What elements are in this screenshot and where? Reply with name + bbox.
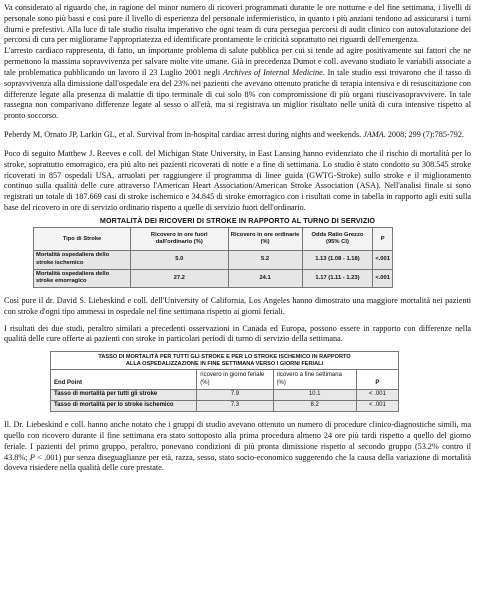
- table-row: [34, 269, 393, 287]
- table-row: [34, 251, 393, 269]
- paragraph-6: Il. Dr. Liebeskind e coll. hanno anche notato che i gruppi di studio avevano ottenuto un numero di procedure clinico-diagnostiche simili, ma quello con ricovero durante il fine settimana era stato sottoposto alla prima procedura almeno 24 ore più tardi rispetto a quello del giorno feriale. I pazienti del primo gruppo, peraltro, ponevano condizioni di più pronta dimissione rispetto al secondo gruppo (53.2% contro il 43.8%; P < .001) pur senza diseguaglianze per età, razza, sesso, stato socio-economico suggerendo che la causa della variazione di mortalità doveva risiedere nella qualità delle cure prestate.: [4, 420, 471, 473]
- table1-caption: MORTALITÀ DEI RICOVERI DI STROKE IN RAPPORTO AL TURNO DI SERVIZIO: [99, 215, 376, 225]
- table2-header: End Point: [51, 370, 197, 390]
- table1-header: Ricovero in ore ordinarie (%): [228, 228, 302, 251]
- table2-header: ricovero a fine settimana (%): [273, 370, 356, 390]
- table-cell: <.001: [373, 251, 393, 269]
- p-symbol: P: [29, 452, 35, 462]
- reference-citation: Peberdy M, Ornato JP, Larkin GL, et al. Survival from in-hospital cardiac arrest during nights and weekends. JAMA. 2008; 299 (7):785-792.: [4, 130, 465, 140]
- table-cell: 27.2: [131, 269, 229, 287]
- table-row: [51, 401, 398, 411]
- paragraph-2: L'arresto cardiaco rappresenta, di fatto, un importante problema di salute pubblica per cui si tende ad agire positivamente sui fattori che ne permettono la massima sopravvivenza per salvare molte vite umane. Già in precedenza Dumot e coll. avevano studiato le variabili associate a tale problematica pubblicando un lavoro il 23 Luglio 2001 negli Archives of Internal Medicine. In tale studio essi trovarono che il tasso di sopravvivenza alla dimissione dall'ospedale era del 23% nei pazienti che avevano ottenuto pratiche di terapia intensiva e di resuscitazione con differenze legate alla presenza di malattie di tipo terminale di cui solo 8% con compromissione di più organi riuscivasopravvivere. In tale rassegna non comparivano differenze legate al sesso o all'età, ma si registrava un miglior risultato nelle unità di cura intensive rispetto al pronto soccorso.: [4, 46, 472, 121]
- table-cell: <.001: [373, 269, 393, 287]
- table1-header: Odds Ratio Grezzo (95% CI): [302, 228, 373, 251]
- table2-header: ricovero in giorno feriale (%): [197, 370, 273, 390]
- table-cell: 1.17 (1.11 - 1.23): [302, 269, 373, 287]
- table1-header: Tipo di Stroke: [34, 228, 131, 251]
- table1-header: P: [373, 228, 393, 251]
- paragraph-3: Poco di seguito Matthew J. Reeves e coll. del Michigan State University, in East Lansing hanno evidenziato che il rischio di mortalità per lo stroke, soprattutto emorragico, era più alto nei pazienti ricoverati di notte e a fine di settimana. Lo studio è stato condotto su 308.545 stroke ricoverati in 857 ospedali USA, arruolati per raggiungere il programma di linee guida (GWTG-Stroke) sullo stroke e il miglioramento continuo sulla qualità delle cure attraverso l'American Heart Association/American Stroke Association (ASA). Nell'analisi finale si sono registrati un totale di 187.669 casi di stroke ischemico e 34.845 di stroke emorragico con i risultati come in tabella in rapporto agli esiti sulla base del ricovero in ore di servizio ordinario rispetto a quelle di servizio fuori dell'ordinario.: [4, 148, 471, 213]
- table2-header-row: [51, 370, 398, 390]
- reference-journal: JAMA: [363, 130, 384, 140]
- paragraph-5: I risultati dei due studi, peraltro similari a precedenti osservazioni in Canada ed Europa, possono essere in rapporto con differenze nella qualità delle cure offerte ai pazienti con stroke in particolari periodi di turno di servizio della settimana.: [4, 323, 471, 344]
- table-row: [51, 390, 398, 401]
- table-cell: Mortalità ospedaliera dello stroke emorragico: [34, 269, 131, 287]
- table-cell: 5.2: [228, 251, 302, 269]
- table1-header: Ricovero in ore fuori dall'ordinario (%): [131, 228, 229, 251]
- table-cell: Tasso di mortalità per lo stroke ischemico: [51, 401, 197, 411]
- table-cell: Tasso di mortalità per tutti gli stroke: [51, 390, 197, 401]
- paragraph-4: Così pure il dr. David S. Liebeskind e coll. dell'University of California, Los Angeles hanno dimostrato una maggiore mortalità nei pazienti con stroke d'ogni tipo ammessi in ospedale nel fine settimana rispetto ai giorni feriali.: [4, 295, 471, 316]
- table-cell: < .001: [356, 401, 398, 411]
- table-cell: 7.3: [197, 401, 273, 411]
- table2-weekend-mortality: [50, 351, 399, 412]
- table-cell: 10.1: [273, 390, 356, 401]
- table2-header: P: [356, 370, 398, 390]
- journal-title: Archives of Internal Medicine: [222, 67, 323, 77]
- table-cell: < .001: [356, 390, 398, 401]
- paragraph-1: Va considerato al riguardo che, in ragione del minor numero di ricoveri programmati durante le ore notturne e del fine settimana, i livelli di personale sono più bassi e così pure il livello di esperienza del personale infermieristico, in quanto i più anziani tendono ad assicurarsi i turni diurni e prefestivi. Alla luce di tale studio risulta imperativo che ogni team di cura persegua percorsi di audit clinico con autovalutazione dei percorsi di cura per migliorarne l'appropriatezza ed identificare prontamente le criticità soprattutto nei riguardi dell'emergenza.: [4, 3, 471, 45]
- table-cell: Mortalità ospedaliera dello stroke ischemico: [34, 251, 131, 269]
- table-cell: 8.2: [273, 401, 356, 411]
- table2-caption: TASSO DI MORTALITÀ PER TUTTI GLI STROKE E PER LO STROKE ISCHEMICO IN RAPPORTO ALLA OSPEDALIZZAZIONE IN FINE SETTIMANA VERSO I GIORNI FERIALI: [98, 354, 351, 368]
- table1-header-row: [34, 228, 393, 251]
- table-cell: 24.1: [228, 269, 302, 287]
- table-cell: 5.0: [131, 251, 229, 269]
- table1-stroke-mortality: [33, 227, 393, 288]
- table-cell: 7.9: [197, 390, 273, 401]
- table-cell: 1.13 (1.08 - 1.18): [302, 251, 373, 269]
